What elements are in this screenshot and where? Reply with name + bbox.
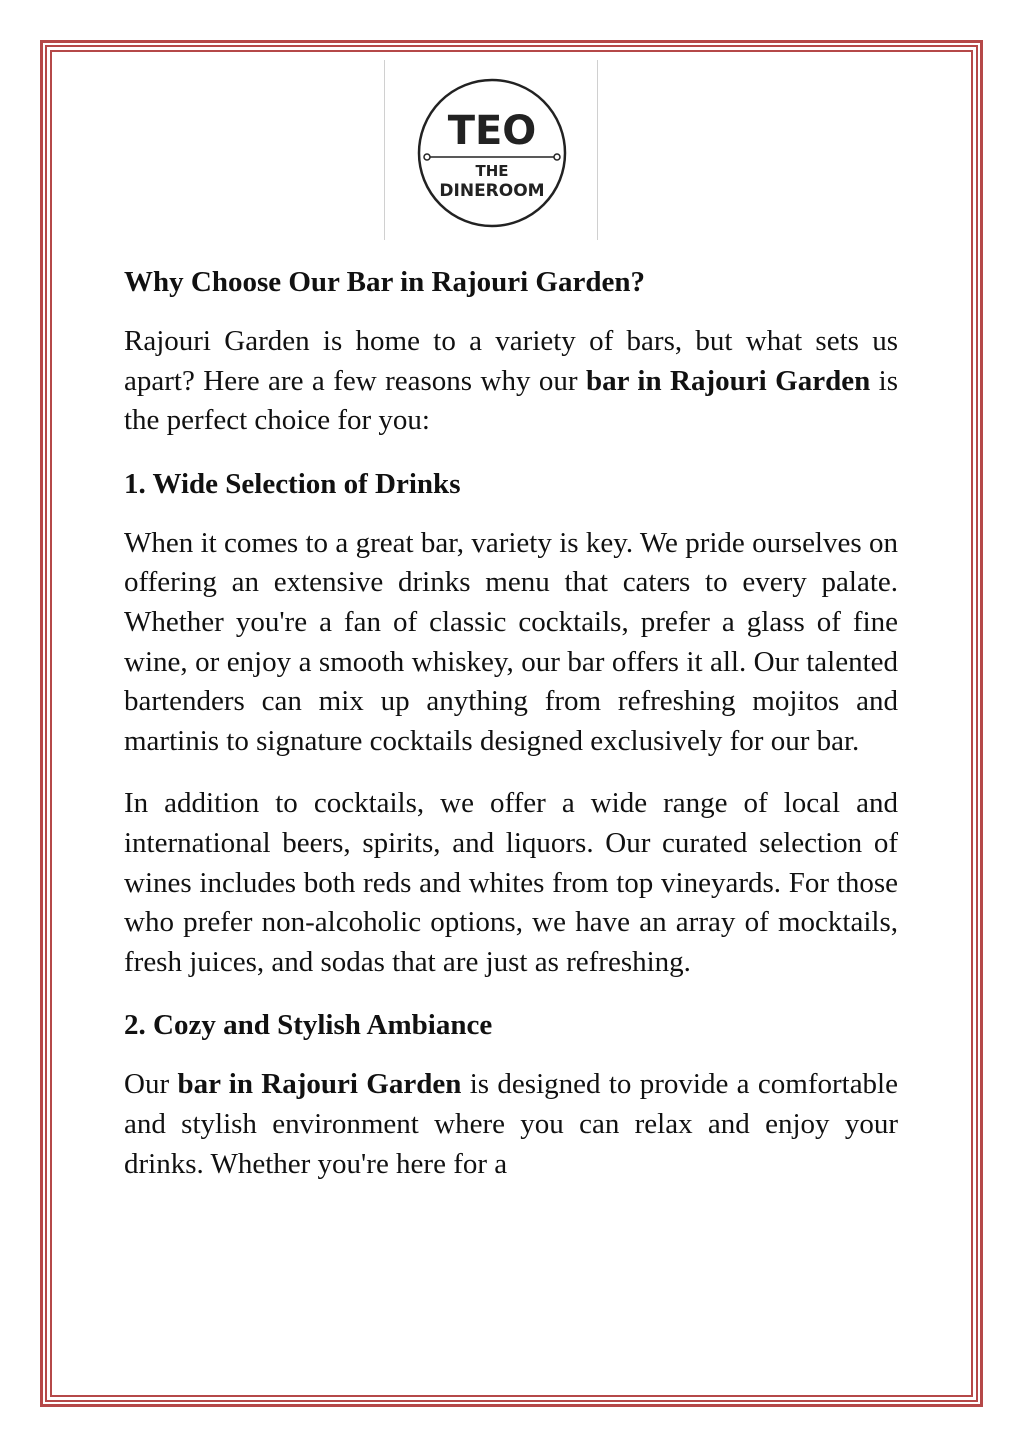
intro-bold-keyword: bar in Rajouri Garden [586, 364, 871, 397]
section2-paragraph [124, 1065, 898, 1184]
section1-heading: 1. Wide Selection of Drinks [124, 467, 461, 500]
section1-paragraph-2: In addition to cocktails, we offer a wide range of local and international beers, spirits, and liquors. Our curated selection of wines includes both reds and whites from top vineyards. For those who prefer non-alcoholic options, we have an array of mocktails, fresh juices, and sodas that are just as refreshing. [124, 787, 898, 978]
logo-text-teo: TEO [447, 108, 537, 154]
section1-paragraph-1: When it comes to a great bar, variety is key. We pride ourselves on offering an extensive drinks menu that caters to every palate. Whether you're a fan of classic cocktails, prefer a glass of fine wine, or enjoy a smooth whiskey, our bar offers it all. Our talented bartenders can mix up anything from refreshing mojitos and martinis to signature cocktails designed exclusively for our bar. [124, 526, 898, 757]
logo-frame [384, 60, 598, 240]
section2-heading: 2. Cozy and Stylish Ambiance [124, 1009, 493, 1042]
intro-paragraph [124, 322, 898, 441]
section2-bold-keyword: bar in Rajouri Garden [177, 1068, 462, 1101]
article-body [124, 262, 898, 1184]
logo-text-the: THE [475, 162, 509, 180]
teo-logo [415, 78, 569, 228]
intro-text-1: Rajouri Garden is home to a variety of bars, but what sets us apart? Here are a few reasons why our [124, 325, 898, 397]
main-heading: Why Choose Our Bar in Rajouri Garden? [124, 266, 645, 298]
section2-text-2: is designed to provide a comfortable and stylish environment where you can relax and enjoy your drinks. Whether you're here for a [124, 1068, 898, 1180]
section2-text-1: Our [124, 1068, 178, 1101]
logo-text-dineroom: DINEROOM [439, 181, 545, 201]
intro-text-2: is the perfect choice for you: [124, 364, 898, 437]
